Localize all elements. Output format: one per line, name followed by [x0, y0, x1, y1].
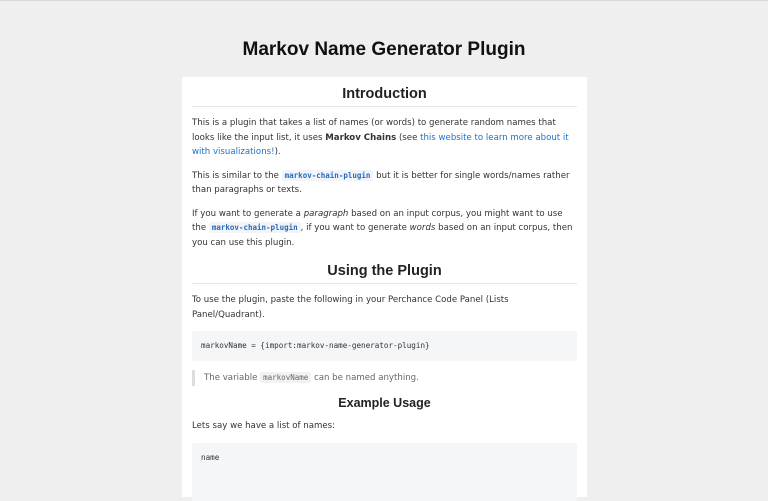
intro-paragraph-3 [192, 207, 577, 251]
text: based on an input corpus, you might want to use the [192, 208, 563, 233]
visualization-link[interactable]: this website to learn more about it with visualizations! [192, 132, 569, 157]
text: can be named anything. [311, 373, 419, 383]
import-code-block: markovName = {import:markov-name-generator-plugin} [192, 331, 577, 361]
example-paragraph: Lets say we have a list of names: [192, 421, 336, 431]
text: based on an input corpus, then you can use this plugin. [192, 223, 573, 248]
markov-chain-plugin-code: markov-chain-plugin [282, 170, 374, 181]
using-paragraph: To use the plugin, paste the following in your Perchance Code Panel (Lists Panel/Quadrant). [192, 295, 509, 320]
text: This is a plugin that takes a list of names (or words) to generate random names that looks like the input list, it uses [192, 118, 556, 143]
names-code-block: name [192, 443, 577, 501]
text: The variable [204, 373, 261, 383]
paragraph-emphasis: paragraph [303, 208, 349, 219]
intro-paragraph-2 [192, 169, 577, 198]
variable-note [192, 370, 577, 386]
text: , if you want to generate [300, 223, 410, 233]
content-card [182, 77, 587, 497]
page-title: Markov Name Generator Plugin [242, 39, 526, 60]
text: ). [274, 147, 281, 157]
words-emphasis: words [409, 223, 436, 233]
intro-paragraph-1 [192, 116, 577, 160]
markov-chains-bold: Markov Chains [325, 132, 397, 143]
introduction-heading: Introduction [192, 86, 577, 107]
text: If you want to generate a [192, 208, 304, 219]
variable-code: markovName [260, 372, 311, 383]
text: but it is better for single words/names rather than paragraphs or texts. [192, 170, 570, 195]
using-plugin-heading: Using the Plugin [192, 263, 577, 284]
text: (see [396, 132, 421, 143]
example-usage-heading: Example Usage [338, 396, 431, 410]
markov-chain-plugin-code: markov-chain-plugin [209, 222, 301, 233]
text: This is similar to the [192, 170, 282, 181]
